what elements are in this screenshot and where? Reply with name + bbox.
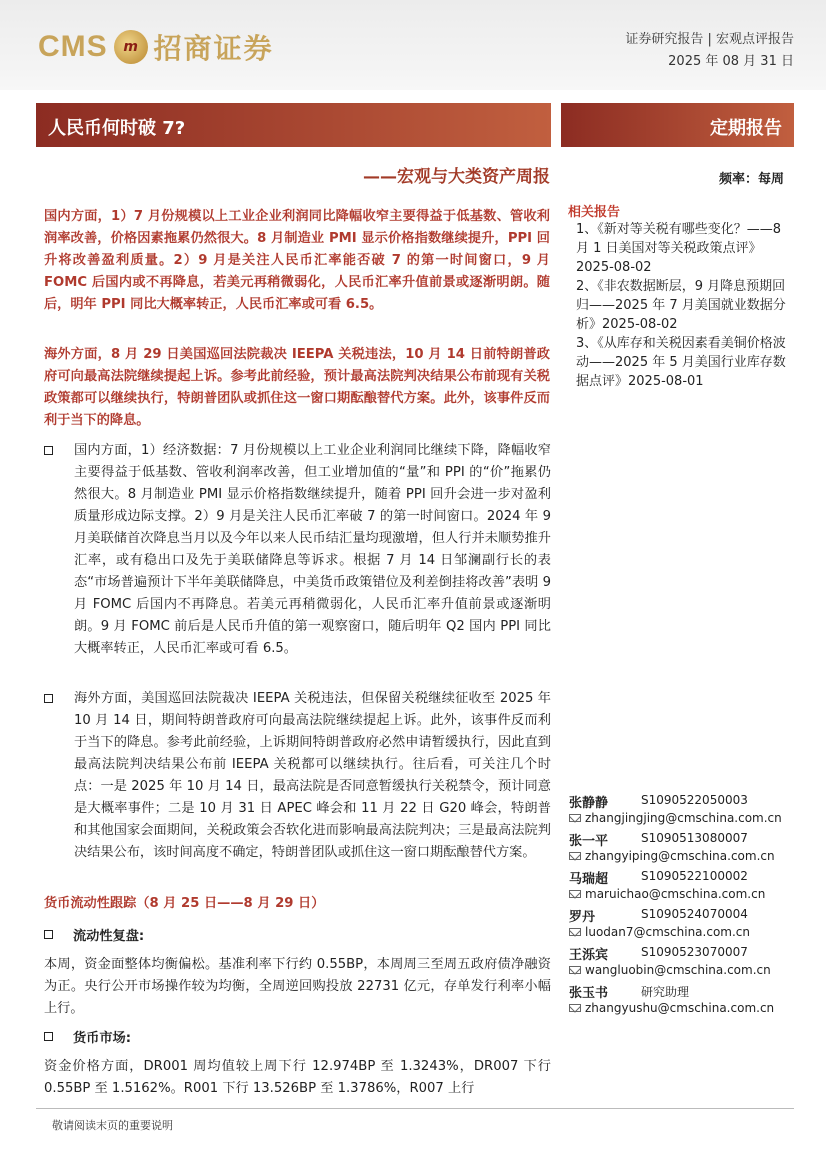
report-category: 定期报告 bbox=[710, 118, 782, 139]
analyst-name: 张一平 bbox=[569, 834, 609, 849]
analyst-license: S1090522050003 bbox=[641, 793, 748, 807]
analyst-card bbox=[569, 982, 789, 1020]
mail-icon bbox=[569, 966, 581, 974]
analyst-name: 马瑞超 bbox=[569, 872, 609, 887]
highlight-domestic: 国内方面，1）7 月份规模以上工业企业利润同比降幅收窄主要得益于低基数、管收利润率改善，价格因素拖累仍然很大。8 月制造业 PMI 显示价格指数继续提升，PPI 回升将改善盈利质量。2）9 月是关注人民币汇率能否破 7 的第一时间窗口，9 月 FOMC 后国内或不再降息，若美元再稍微弱化，人民币汇率升值前景或逐渐明朗。随后，明年 PPI 同比大概率转正，人民币汇率或可看 6.5。 bbox=[44, 209, 550, 312]
analyst-card bbox=[569, 868, 789, 906]
money-market-title: 货币市场: bbox=[73, 1031, 132, 1046]
money-market-text: 资金价格方面，DR001 周均值较上周下行 12.974BP 至 1.3243%，DR007 下行 0.55BP 至 1.5162%。R001 下行 13.526BP 至 1.3786%，R007 上行 bbox=[44, 1059, 551, 1096]
liquidity-review-text: 本周，资金面整体均衡偏松。基准利率下行约 0.55BP，本周周三至周五政府债净融资为正。央行公开市场操作较为均衡，全周逆回购投放 22731 亿元，存单发行利率小幅上行。 bbox=[44, 957, 551, 1016]
analyst-license: S1090523070007 bbox=[641, 945, 748, 959]
footer-divider bbox=[36, 1108, 794, 1109]
mail-icon bbox=[569, 814, 581, 822]
analyst-name: 王泺宾 bbox=[569, 948, 609, 963]
related-reports-list bbox=[576, 220, 788, 391]
side-banner bbox=[561, 103, 794, 147]
report-type: 证券研究报告 | 宏观点评报告 bbox=[625, 32, 794, 47]
analyst-card bbox=[569, 792, 789, 830]
analyst-list bbox=[569, 792, 789, 1020]
logo-emblem-icon: m bbox=[114, 30, 148, 64]
mail-icon bbox=[569, 852, 581, 860]
analyst-email[interactable]: zhangjingjing@cmschina.com.cn bbox=[585, 811, 782, 825]
related-reports-title: 相关报告 bbox=[568, 205, 621, 220]
footer-note: 敬请阅读末页的重要说明 bbox=[52, 1119, 173, 1132]
mail-icon bbox=[569, 1004, 581, 1012]
money-section-title: 货币流动性跟踪（8 月 25 日——8 月 29 日） bbox=[44, 896, 325, 911]
analyst-name: 张玉书 bbox=[569, 986, 609, 1001]
related-report-item[interactable]: 3、《从库存和关税因素看美铜价格波动——2025 年 5 月美国行业库存数据点评》2025-08-01 bbox=[576, 336, 786, 389]
square-bullet-icon bbox=[44, 1032, 53, 1041]
square-bullet-icon bbox=[44, 930, 53, 939]
square-bullet-icon bbox=[44, 446, 53, 455]
analyst-email[interactable]: wangluobin@cmschina.com.cn bbox=[585, 963, 771, 977]
analyst-card bbox=[569, 830, 789, 868]
mail-icon bbox=[569, 890, 581, 898]
square-bullet-icon bbox=[44, 694, 53, 703]
logo-latin: CMS bbox=[38, 30, 108, 63]
analyst-license: S1090524070004 bbox=[641, 907, 748, 921]
logo-chinese: 招商证券 bbox=[153, 32, 274, 65]
highlight-overseas: 海外方面，8 月 29 日美国巡回法院裁决 IEEPA 关税违法，10 月 14 日前特朗普政府可向最高法院继续提起上诉。参考此前经验，预计最高法院判决结果公布前现有关税政策都可以继续执行，特朗普团队或抓住这一窗口期酝酿替代方案。此外，该事件反而利于当下的降息。 bbox=[44, 347, 550, 428]
company-logo bbox=[38, 22, 274, 72]
liquidity-review-title: 流动性复盘: bbox=[73, 929, 145, 944]
analyst-card bbox=[569, 906, 789, 944]
related-report-item[interactable]: 2、《非农数据断层，9 月降息预期回归——2025 年 7 月美国就业数据分析》2025-08-02 bbox=[576, 279, 786, 332]
liquidity-review-heading bbox=[44, 925, 144, 944]
analyst-name: 张静静 bbox=[569, 796, 609, 811]
bullet-overseas bbox=[44, 688, 551, 864]
analyst-card bbox=[569, 944, 789, 982]
money-market-heading bbox=[44, 1027, 131, 1046]
related-report-item[interactable]: 1、《新对等关税有哪些变化？——8 月 1 日美国对等关税政策点评》2025-08-02 bbox=[576, 222, 782, 275]
page-title: 人民币何时破 7? bbox=[48, 118, 186, 139]
analyst-role: 研究助理 bbox=[641, 985, 690, 999]
page-subtitle: ——宏观与大类资产周报 bbox=[363, 167, 550, 187]
analyst-email[interactable]: maruichao@cmschina.com.cn bbox=[585, 887, 766, 901]
mail-icon bbox=[569, 928, 581, 936]
analyst-license: S1090522100002 bbox=[641, 869, 748, 883]
title-bar bbox=[36, 103, 551, 147]
analyst-email[interactable]: zhangyiping@cmschina.com.cn bbox=[585, 849, 775, 863]
bullet-domestic-text: 国内方面，1）经济数据：7 月份规模以上工业企业利润同比继续下降，降幅收窄主要得益于低基数、管收利润率改善，但工业增加值的“量”和 PPI 的“价”拖累仍然很大。8 月制造业 PMI 显示价格指数继续提升，随着 PPI 回升会进一步对盈利质量形成边际支撑。2）9 月是关注人民币汇率破 7 的第一时间窗口。2024 年 9 月美联储首次降息当月以及今年以来人民币结汇量均现激增，但人行并未顺势推升汇率，或有稳出口及先于美联储降息等诉求。根据 7 月 14 日邹澜副行长的表态“市场普遍预计下半年美联储降息，中美货币政策错位及利差倒挂将改善”表明 9 月 FOMC 后国内不再降息。若美元再稍微弱化，人民币汇率升值前景或逐渐明朗。9 月 FOMC 前后是人民币升值的第一观察窗口，随后明年 Q2 国内 PPI 同比大概率转正，人民币汇率或可看 6.5。 bbox=[74, 443, 551, 656]
analyst-email[interactable]: zhangyushu@cmschina.com.cn bbox=[585, 1001, 775, 1015]
report-frequency: 频率：每周 bbox=[718, 172, 784, 187]
report-date: 2025 年 08 月 31 日 bbox=[668, 54, 794, 69]
analyst-email[interactable]: luodan7@cmschina.com.cn bbox=[585, 925, 750, 939]
analyst-license: S1090513080007 bbox=[641, 831, 748, 845]
bullet-overseas-text: 海外方面，美国巡回法院裁决 IEEPA 关税违法，但保留关税继续征收至 2025 年 10 月 14 日，期间特朗普政府可向最高法院继续提起上诉。此外，该事件反而利于当下的降息。参考此前经验，上诉期间特朗普政府必然申请暂缓执行，因此直到最高法院判决结果公布前 IEEPA 关税都可以继续执行。往后看，可关注几个时点：一是 2025 年 10 月 14 日，最高法院是否同意暂缓执行关税禁令，预计同意是大概率事件；二是 10 月 31 日 APEC 峰会和 11 月 22 日 G20 峰会，特朗普和其他国家会面期间，关税政策会否软化进而影响最高法院判决；三是最高法院判决结果公布，该时间高度不确定，特朗普团队或抓住这一窗口期酝酿替代方案。 bbox=[74, 691, 551, 860]
analyst-name: 罗丹 bbox=[569, 910, 596, 925]
bullet-domestic bbox=[44, 440, 551, 660]
